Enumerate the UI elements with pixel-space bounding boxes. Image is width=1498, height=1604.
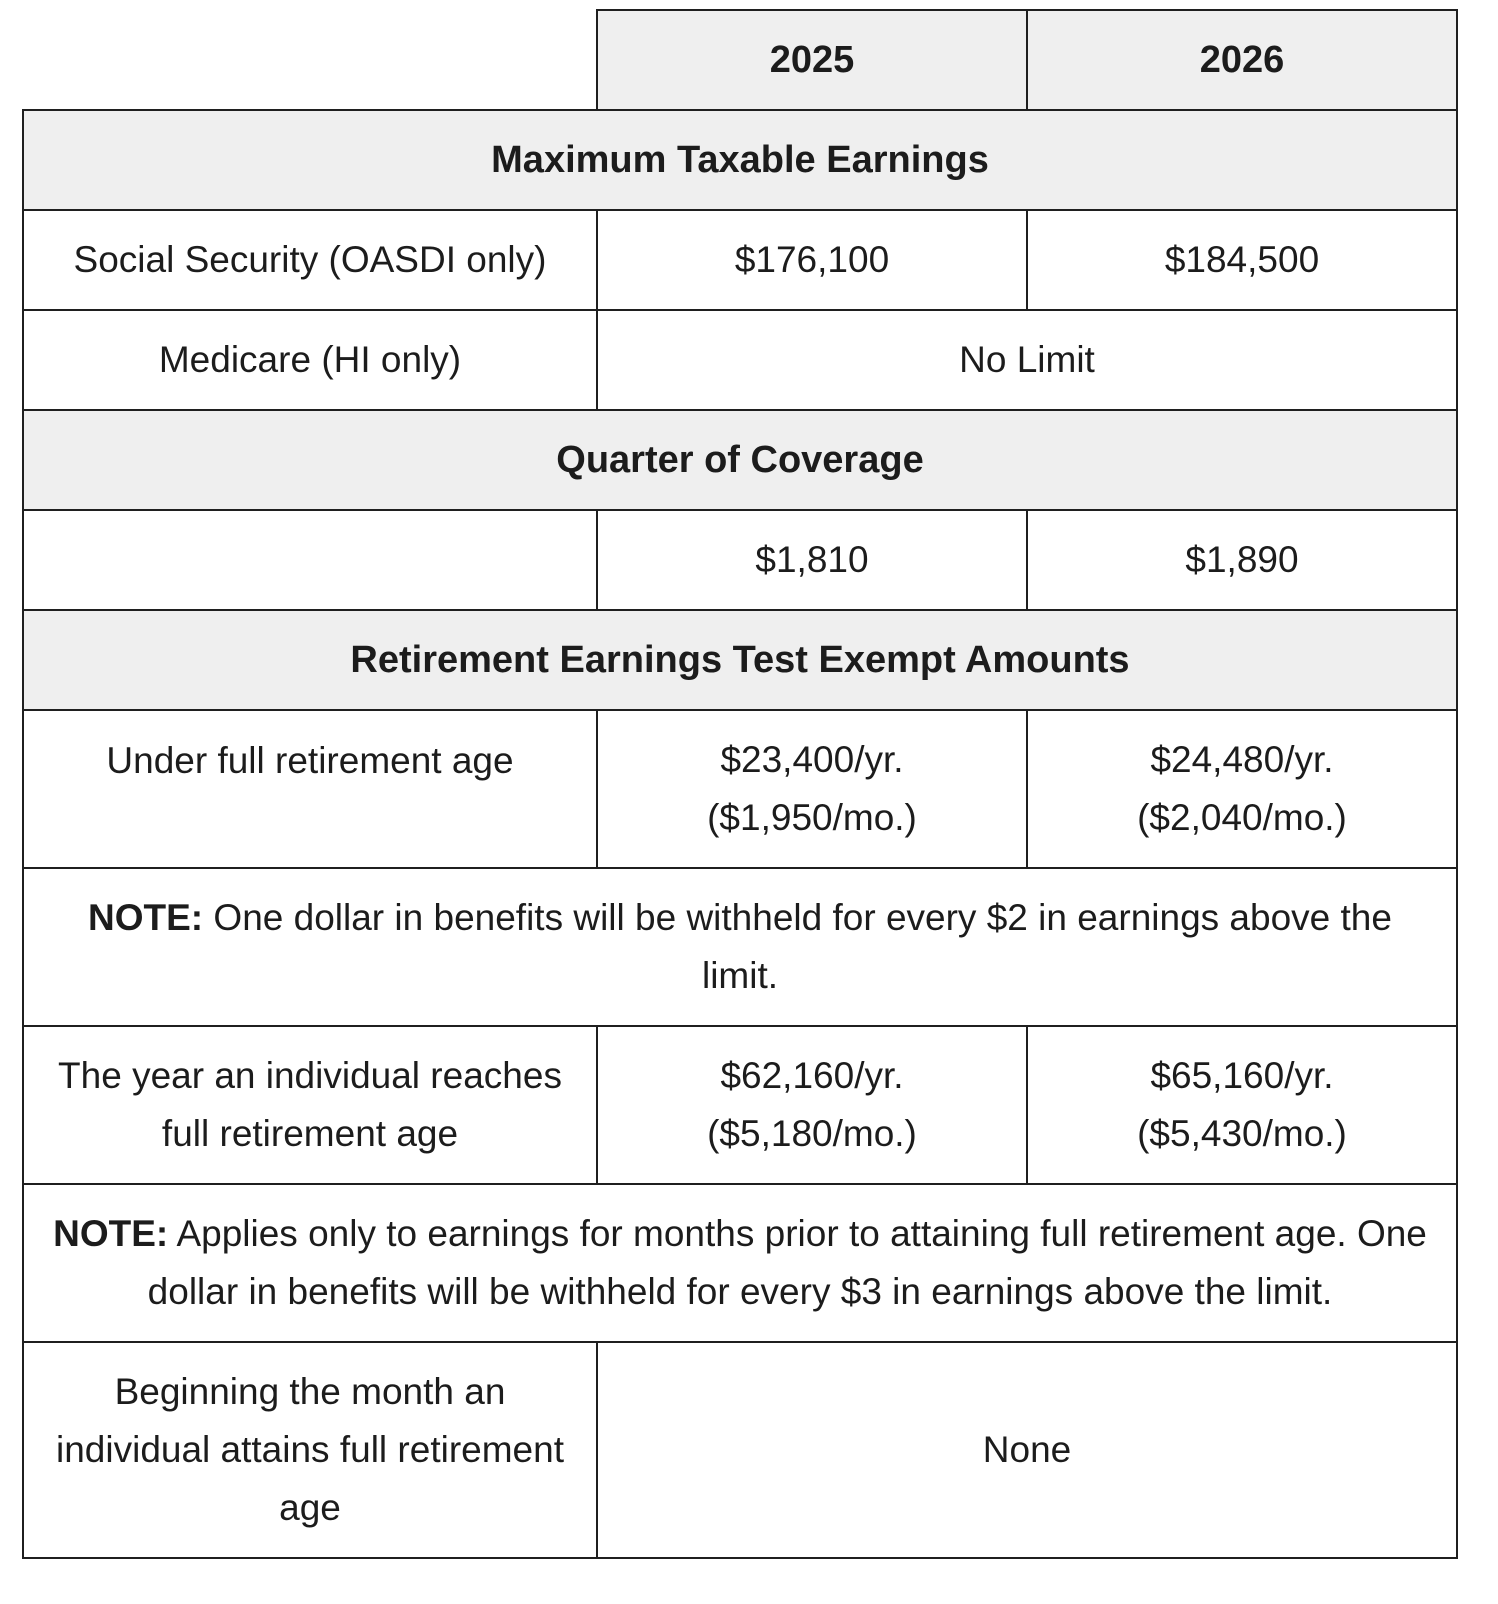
value-under-fra-2025-yr: $23,400/yr. bbox=[720, 739, 904, 780]
value-reach-fra-2025-yr: $62,160/yr. bbox=[720, 1055, 904, 1096]
value-under-fra-2026 bbox=[1027, 710, 1457, 868]
row-label-social-security: Social Security (OASDI only) bbox=[23, 210, 597, 310]
value-reach-fra-2025 bbox=[597, 1026, 1027, 1184]
value-reach-fra-2026 bbox=[1027, 1026, 1457, 1184]
value-qc-2025: $1,810 bbox=[597, 510, 1027, 610]
value-reach-fra-2026-yr: $65,160/yr. bbox=[1150, 1055, 1334, 1096]
corner-cell bbox=[23, 10, 597, 110]
table-row bbox=[23, 510, 1457, 610]
value-under-fra-2026-yr: $24,480/yr. bbox=[1150, 739, 1334, 780]
value-ss-2025: $176,100 bbox=[597, 210, 1027, 310]
row-label-year-reaches-fra: The year an individual reaches full retirement age bbox=[23, 1026, 597, 1184]
value-under-fra-2026-mo: ($2,040/mo.) bbox=[1137, 797, 1347, 838]
note-withholding-2 bbox=[23, 868, 1457, 1026]
ssa-limits-table bbox=[22, 9, 1458, 1559]
row-label-medicare: Medicare (HI only) bbox=[23, 310, 597, 410]
value-reach-fra-2025-mo: ($5,180/mo.) bbox=[707, 1113, 917, 1154]
table-row bbox=[23, 310, 1457, 410]
row-label-beginning-month: Beginning the month an individual attains full retirement age bbox=[23, 1342, 597, 1558]
section-title-retirement-test: Retirement Earnings Test Exempt Amounts bbox=[23, 610, 1457, 710]
table-row bbox=[23, 710, 1457, 868]
value-medicare: No Limit bbox=[597, 310, 1457, 410]
table-row bbox=[23, 1342, 1457, 1558]
section-row-retirement-test bbox=[23, 610, 1457, 710]
note-text: One dollar in benefits will be withheld for every $2 in earnings above the limit. bbox=[203, 897, 1392, 996]
value-ss-2026: $184,500 bbox=[1027, 210, 1457, 310]
section-title-max-taxable: Maximum Taxable Earnings bbox=[23, 110, 1457, 210]
note-prefix: NOTE: bbox=[53, 1213, 169, 1254]
note-prefix: NOTE: bbox=[88, 897, 204, 938]
note-row bbox=[23, 1184, 1457, 1342]
section-row-quarter-coverage bbox=[23, 410, 1457, 510]
row-label-under-fra: Under full retirement age bbox=[23, 710, 597, 868]
row-label-quarter-coverage bbox=[23, 510, 597, 610]
year-header-2026: 2026 bbox=[1027, 10, 1457, 110]
note-withholding-3 bbox=[23, 1184, 1457, 1342]
value-qc-2026: $1,890 bbox=[1027, 510, 1457, 610]
note-row bbox=[23, 868, 1457, 1026]
value-reach-fra-2026-mo: ($5,430/mo.) bbox=[1137, 1113, 1347, 1154]
year-header-row bbox=[23, 10, 1457, 110]
value-under-fra-2025-mo: ($1,950/mo.) bbox=[707, 797, 917, 838]
value-beginning-month: None bbox=[597, 1342, 1457, 1558]
section-row-max-taxable bbox=[23, 110, 1457, 210]
year-header-2025: 2025 bbox=[597, 10, 1027, 110]
section-title-quarter-coverage: Quarter of Coverage bbox=[23, 410, 1457, 510]
table-row bbox=[23, 1026, 1457, 1184]
table-row bbox=[23, 210, 1457, 310]
note-text: Applies only to earnings for months prior to attaining full retirement age. One dollar in benefits will be withheld for every $3 in earnings above the limit. bbox=[147, 1213, 1427, 1312]
value-under-fra-2025 bbox=[597, 710, 1027, 868]
